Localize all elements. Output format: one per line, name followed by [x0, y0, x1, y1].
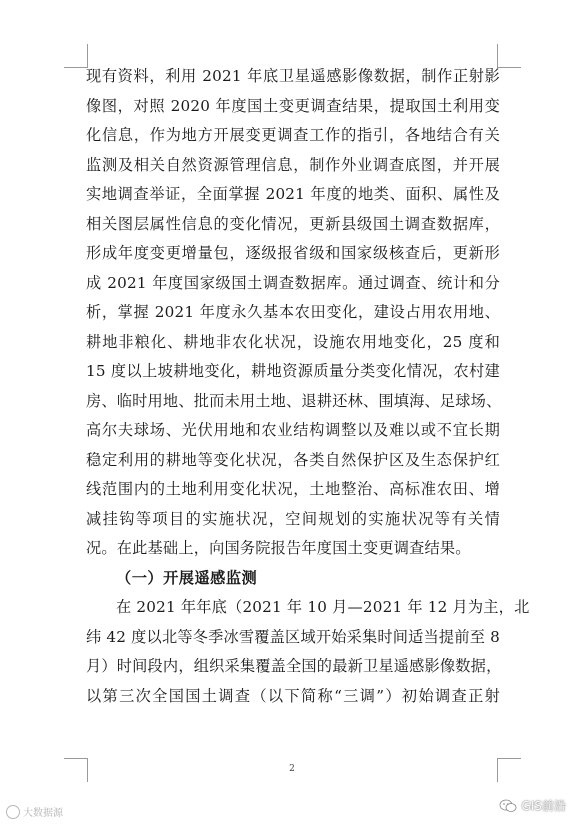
text-line: 15 度以上坡耕地变化，耕地资源质量分类变化情况，农村建 [86, 362, 500, 380]
text-line: 线范围内的土地利用变化状况，土地整治、高标准农田、增 [86, 480, 500, 498]
body-text [86, 62, 530, 711]
text-line: 现有资料，利用 2021 年底卫星遥感影像数据，制作正射影 [86, 67, 500, 85]
text-line: 实地调查举证，全面掌握 2021 年度的地类、面积、属性及 [86, 185, 500, 203]
wechat-icon [499, 799, 517, 813]
text-line: 房、临时用地、批而未用土地、退耕还林、围填海、足球场、 [86, 391, 502, 410]
text-line: 像图，对照 2020 年度国土变更调查结果，提取国土利用变 [86, 96, 500, 115]
text-line: 稳定利用的耕地等变化状况，各类自然保护区及生态保护红 [86, 450, 500, 469]
text-line: 化信息，作为地方开展变更调查工作的指引，各地结合有关 [86, 126, 500, 144]
watermark-right [499, 797, 566, 814]
crop-mark-bottom-left [64, 758, 88, 759]
watermark-right-text: GIS前沿 [521, 799, 566, 813]
crop-mark-top-left [64, 67, 88, 68]
text-line: 纬 42 度以北等冬季冰雪覆盖区域开始采集时间适当提前至 8 [86, 627, 500, 646]
section-heading: （一）开展遥感监测 [116, 568, 258, 587]
watermark-left [6, 804, 63, 819]
crop-mark-bottom-right [497, 758, 521, 759]
crop-mark-top-right [497, 67, 521, 68]
page-number: 2 [289, 764, 295, 774]
text-line: 析，掌握 2021 年度永久基本农田变化，建设占用农用地、 [86, 303, 500, 321]
text-line: 相关图层属性信息的变化情况，更新县级国土调查数据库， [86, 214, 500, 233]
text-line: 以第三次全国国土调查（以下简称“三调”）初始调查正射 [86, 686, 500, 705]
watermark-logo-icon [6, 805, 20, 819]
text-line: 监测及相关自然资源管理信息，制作外业调查底图，并开展 [86, 155, 500, 174]
text-line: 减挂钩等项目的实施状况，空间规划的实施状况等有关情 [86, 509, 500, 528]
text-line: 况。在此基础上，向国务院报告年度国土变更调查结果。 [86, 539, 471, 557]
text-line: 形成年度变更增量包，逐级报省级和国家级核查后，更新形 [86, 244, 500, 262]
text-line: 在 2021 年年底（2021 年 10 月—2021 年 12 月为主，北 [116, 598, 530, 616]
watermark-left-text: 大数据源 [23, 808, 63, 819]
text-line: 成 2021 年度国家级国土调查数据库。通过调查、统计和分 [86, 273, 500, 292]
text-line: 耕地非粮化、耕地非农化状况，设施农用地变化，25 度和 [86, 332, 500, 351]
text-line: 高尔夫球场、光伏用地和农业结构调整以及难以或不宜长期 [86, 421, 500, 439]
text-line: 月）时间段内，组织采集覆盖全国的最新卫星遥感影像数据， [86, 657, 502, 675]
